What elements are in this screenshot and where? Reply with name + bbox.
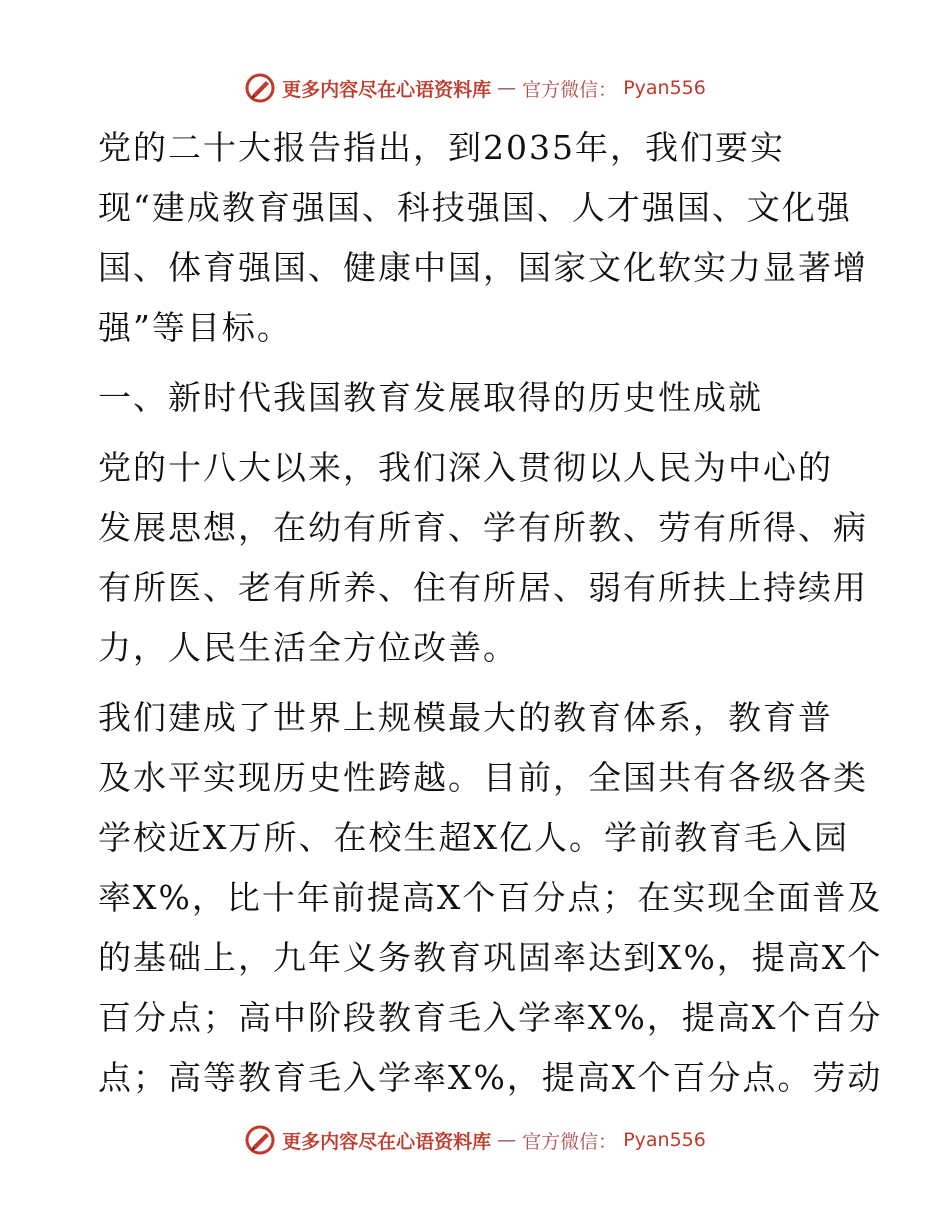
text-line: 力，人民生活全方位改善。 (98, 628, 518, 667)
section-heading (98, 368, 858, 428)
text-line: 强”等目标。 (98, 308, 292, 347)
brush-logo-icon (244, 1124, 276, 1156)
heading-text: 一、新时代我国教育发展取得的历史性成就 (98, 378, 763, 417)
watermark-wechat-label: 官方微信： (522, 78, 618, 101)
paragraph-intro (98, 118, 868, 358)
watermark-wechat-label: 官方微信： (522, 1130, 618, 1153)
watermark-separator: — (497, 77, 517, 99)
text-line: 党的二十大报告指出，到2035年，我们要实 (98, 128, 785, 167)
text-line: 有所医、老有所养、住有所居、弱有所扶上持续用 (98, 568, 868, 607)
watermark-header (0, 72, 950, 104)
text-line: 及水平实现历史性跨越。目前，全国共有各级各类 (98, 758, 868, 797)
text-line: 点；高等教育毛入学率X%，提高X个百分点。劳动 (98, 1058, 883, 1097)
watermark-footer (0, 1124, 950, 1156)
text-line: 党的十八大以来，我们深入贯彻以人民为中心的 (98, 448, 833, 487)
text-line: 率X%，比十年前提高X个百分点；在实现全面普及 (98, 878, 883, 917)
text-line: 的基础上，九年义务教育巩固率达到X%，提高X个 (98, 938, 883, 977)
paragraph-achievements (98, 438, 868, 678)
watermark-wechat-id: Pyan556 (623, 1129, 706, 1151)
watermark-separator: — (497, 1129, 517, 1151)
watermark-wechat-id: Pyan556 (623, 77, 706, 99)
text-line: 我们建成了世界上规模最大的教育体系，教育普 (98, 698, 833, 737)
document-body (98, 118, 883, 1108)
watermark-site: 更多内容尽在心语资料库 (282, 78, 492, 101)
text-line: 现“建成教育强国、科技强国、人才强国、文化强 (98, 188, 852, 227)
text-line: 学校近X万所、在校生超X亿人。学前教育毛入园 (98, 818, 849, 857)
watermark-site: 更多内容尽在心语资料库 (282, 1130, 492, 1153)
brush-logo-icon (244, 72, 276, 104)
paragraph-education-system (98, 688, 883, 1108)
text-line: 百分点；高中阶段教育毛入学率X%，提高X个百分 (98, 998, 883, 1037)
text-line: 发展思想，在幼有所育、学有所教、劳有所得、病 (98, 508, 868, 547)
text-line: 国、体育强国、健康中国，国家文化软实力显著增 (98, 248, 868, 287)
